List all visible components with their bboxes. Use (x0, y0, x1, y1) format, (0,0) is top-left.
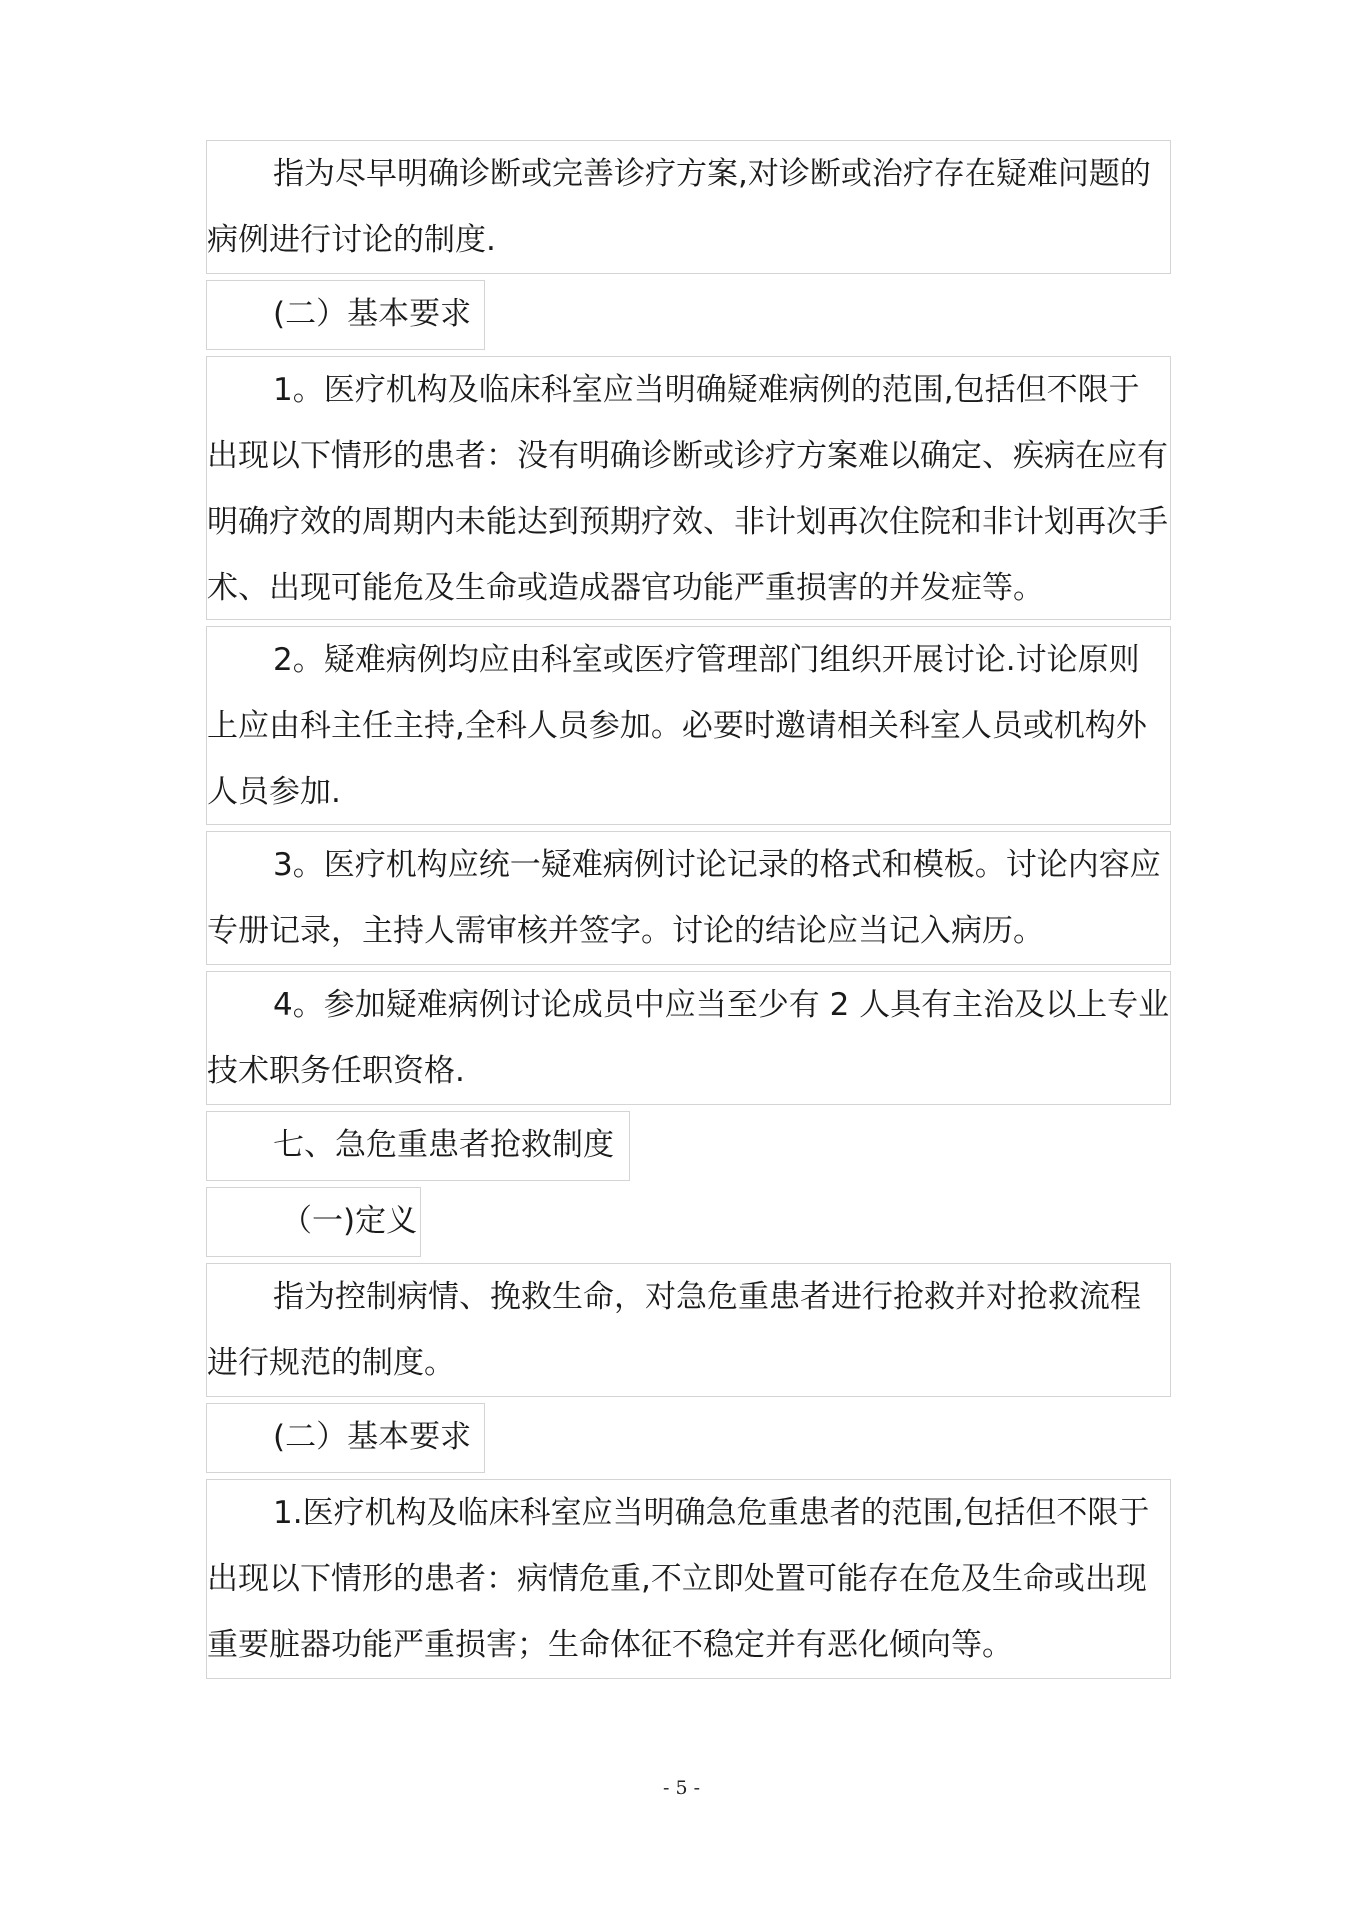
emergency-requirement-item-1: 1.医疗机构及临床科室应当明确急危重患者的范围,包括但不限于出现以下情形的患者：病情危重,不立即处置可能存在危及生命或出现重要脏器功能严重损害；生命体征不稳定并有恶化倾向等。 (206, 1479, 1171, 1679)
emergency-definition-paragraph: 指为控制病情、挽救生命，对急危重患者进行抢救并对抢救流程进行规范的制度。 (206, 1263, 1171, 1397)
section-heading-basic-requirements: (二）基本要求 (206, 280, 485, 350)
requirement-item-4: 4。参加疑难病例讨论成员中应当至少有 2 人具有主治及以上专业技术职务任职资格. (206, 971, 1171, 1105)
requirement-item-3: 3。医疗机构应统一疑难病例讨论记录的格式和模板。讨论内容应专册记录，主持人需审核并签字。讨论的结论应当记入病历。 (206, 831, 1171, 965)
section-heading-basic-requirements-2: (二）基本要求 (206, 1403, 485, 1473)
chapter-heading-emergency-rescue: 七、急危重患者抢救制度 (206, 1111, 630, 1181)
section-heading-definition: （一)定义 (206, 1187, 421, 1257)
requirement-item-1: 1。医疗机构及临床科室应当明确疑难病例的范围,包括但不限于出现以下情形的患者：没有明确诊断或诊疗方案难以确定、疾病在应有明确疗效的周期内未能达到预期疗效、非计划再次住院和非计划再次手术、出现可能危及生命或造成器官功能严重损害的并发症等。 (206, 356, 1171, 620)
page-number: - 5 - (662, 1777, 700, 1799)
requirement-item-2: 2。疑难病例均应由科室或医疗管理部门组织开展讨论.讨论原则上应由科主任主持,全科人员参加。必要时邀请相关科室人员或机构外人员参加. (206, 626, 1171, 825)
definition-paragraph: 指为尽早明确诊断或完善诊疗方案,对诊断或治疗存在疑难问题的病例进行讨论的制度. (206, 140, 1171, 274)
